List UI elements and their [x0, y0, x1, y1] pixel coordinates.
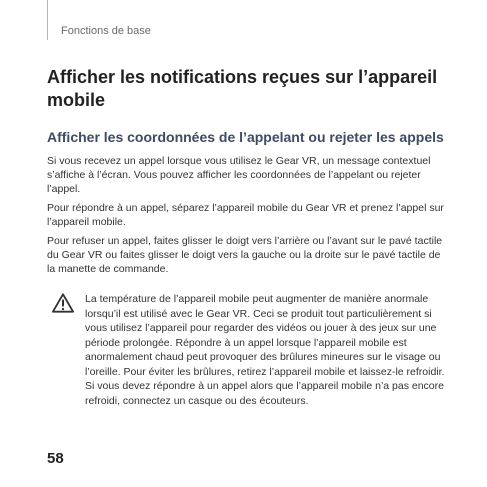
paragraph-reject-call: Pour refuser un appel, faites glisser le doigt vers l’arrière ou l’avant sur le pavé tactile du Gear VR ou faites glisser le doigt vers la gauche ou la droite sur le pavé tactile de la manette de commande. [47, 235, 443, 275]
warning-triangle-icon [52, 292, 74, 314]
page-title: Afficher les notifications reçues sur l’appareil mobile [47, 67, 438, 110]
paragraph-answer-call: Pour répondre à un appel, séparez l’appareil mobile du Gear VR et prenez l’appel sur l’appareil mobile. [47, 202, 444, 228]
paragraph-incoming-call: Si vous recevez un appel lorsque vous utilisez le Gear VR, un message contextuel s’affiche à l’écran. Vous pouvez afficher les coordonnées de l’appelant ou rejeter l’appel. [47, 155, 431, 195]
section-subtitle: Afficher les coordonnées de l’appelant ou rejeter les appels [47, 129, 444, 145]
warning-note [47, 292, 447, 408]
header-rule [47, 0, 48, 40]
page-number: 58 [47, 450, 64, 467]
warning-text: La température de l’appareil mobile peut augmenter de manière anormale lorsqu’il est utilisé avec le Gear VR. Ceci se produit tout particulièrement si vous utilisez l’appareil pour regarder des vidéos ou jouer à des jeux sur une période prolongée. Répondre à un appel lorsque l’appareil mobile est anormalement chaud peut provoquer des brûlures mineures sur le visage ou l’oreille. Pour éviter les brûlures, retirez l’appareil mobile et laissez-le refroidir. Si vous devez répondre à un appel alors que l’appareil mobile n’a pas encore refroidi, connectez un casque ou des écouteurs. [85, 293, 445, 407]
body-text [47, 154, 447, 281]
section-header: Fonctions de base [61, 25, 151, 37]
